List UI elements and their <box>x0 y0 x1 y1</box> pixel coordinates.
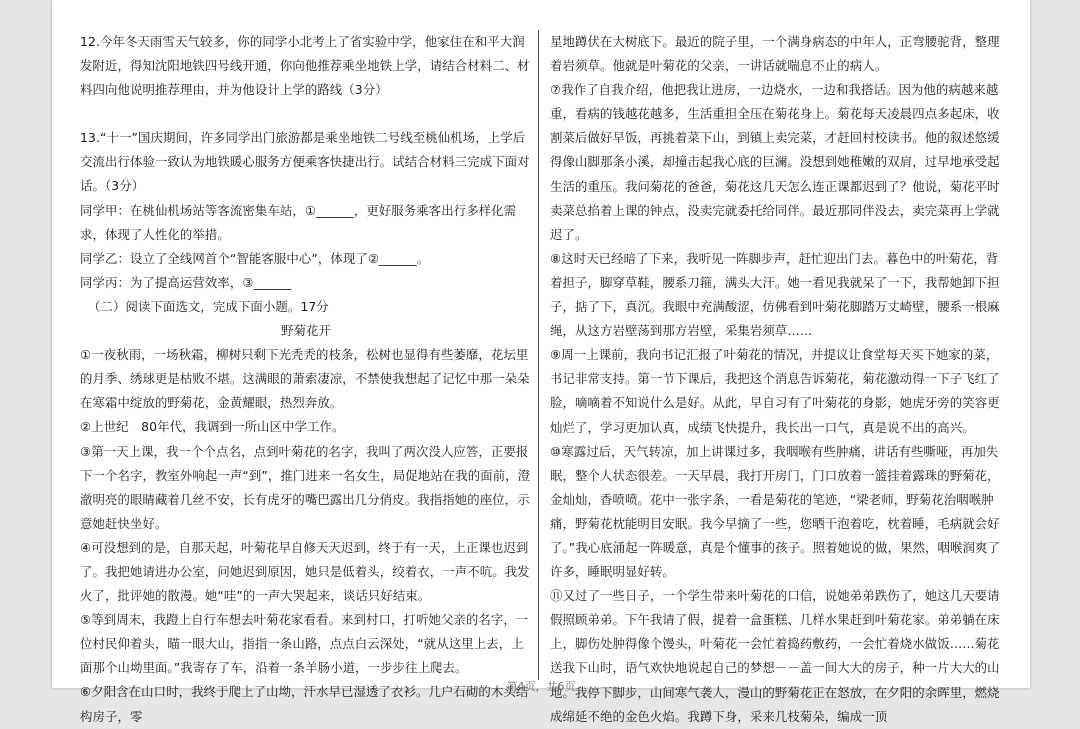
paragraph-9: ⑨周一上课前，我向书记汇报了叶菊花的情况，并提议让食堂每天买下她家的菜，书记非常支持。第一节下课后，我把这个消息告诉菊花，菊花激动得一下子飞红了脸，嘀嘀着不知说什么是好。从此，早自习有了叶菊花的身影，她虎牙旁的笑容更灿烂了，学习更加认真，成绩飞快提升，我长出一口气，真是说不出的高兴。 <box>550 347 1000 435</box>
paragraph-11: ⑪又过了一些日子，一个学生带来叶菊花的口信，说她弟弟跌伤了，她这几天要请假照顾弟弟。下午我请了假，提着一盒蛋糕、几样水果赶到叶菊花家。弟弟躺在床上，脚伤处肿得像个馒头，叶菊花一会忙着捣药敷药，一会忙着烧水做饭……菊花送我下山时，语气欢快地说起自己的梦想－－盖一间大大的房子，种一片大大的山地。我停下脚步，山间寒气袭人，漫山的野菊花正在怒放，在夕阳的余晖里，燃烧成绵延不绝的金色火焰。我蹲下身，采来几枝菊朵，编成一顶 <box>550 588 1000 724</box>
paragraph-8: ⑧这时天已经暗了下来，我听见一阵脚步声，赶忙迎出门去。暮色中的叶菊花，背着担子，脚穿草鞋，腰系刀箍，满头大汗。她一看见我就呆了一下，我帮她卸下担子，掂了下，真沉。我眼中充满酸涩，仿佛看到叶菊花脚踏万丈崎壁，腰系一根麻绳，从这方岩壁荡到那方岩壁，采集岩须草…… <box>550 250 1000 339</box>
paragraph-7: ⑦我作了自我介绍，他把我让进房，一边烧水，一边和我搭话。因为他的病越来越重，看病的钱越花越多，生活重担全压在菊花身上。菊花每天凌晨四点多起床，收割菜后做好早饭，再挑着菜下山，到镇上卖完菜，才赶回村校读书。他的叙述悠缓得像山脚那条小溪，却撞击起我心底的巨澜。没想到她稚嫩的双肩，过早地承受起生活的重压。我问菊花的爸爸，菊花这几天怎么连正课都迟到了？他说，菊花平时卖菜总掐着上课的钟点，没卖完就委托给同伴。最近那同伴没去，卖完菜再上学就迟了。 <box>550 82 1000 242</box>
dialogue-student-a: 同学甲：在桃仙机场站等客流密集车站，①______，更好服务乘客出行多样化需求，体现了人性化的举措。 <box>80 202 517 242</box>
paragraph-10: ⑩寒露过后，天气转凉，加上讲课过多，我咽喉有些肿痛，讲话有些嘶哑，再加失眠，整个人状态很差。一天早晨，我打开房门，门口放着一篮挂着露珠的野菊花，金灿灿，香喷喷。花中一张字条，一看是菊花的笔迹，“梁老师，野菊花治咽喉肿痛，野菊花枕能明目安眠。我今早摘了一些，您晒干泡着吃，枕着睡，毛病就会好了。”我心底涌起一阵暖意，真是个懂事的孩子。照着她说的做，果然，咽喉润爽了许多，睡眠明显好转。 <box>550 443 1000 580</box>
paragraph-3: ③第一天上课，我一个个点名，点到叶菊花的名字，我叫了两次没人应答，正要报下一个名字，教室外响起一声“到”，推门进来一名女生，局促地站在我的面前，澄澈明亮的眼睛藏着几丝不安，长有虎牙的嘴巴露出几分俏皮。我指指她的座位，示意她赶快坐好。 <box>80 443 531 531</box>
question-13: 13.“十一”国庆期间，许多同学出门旅游都是乘坐地铁二号线至桃仙机场，上学后交流出行体验一致认为地铁暖心服务方便乘客快捷出行。试结合材料三完成下面对话。（3分） <box>80 130 530 194</box>
paragraph-1: ①一夜秋雨，一场秋霜，柳树只剩下光秃秃的枝条，松树也显得有些萎靡，花坛里的月季、绣球更是枯败不堪。这满眼的萧索凄凉，不禁使我想起了记忆中那一朵朵在寒霜中绽放的野菊花，金黄耀眼，热烈奔放。 <box>80 347 530 411</box>
column-divider <box>538 30 539 680</box>
page-footer: 第4页，共6页 <box>506 680 576 693</box>
paragraph-6: ⑥夕阳含在山口时，我终于爬上了山坳，汗水早已湿透了衣衫。几户石砌的木头结构房子，零 <box>80 684 529 724</box>
paragraph-2: ②上世纪 80年代，我调到一所山区中学工作。 <box>80 419 345 435</box>
left-column <box>80 30 532 729</box>
paragraph-6-continued: 星地蹲伏在大树底下。最近的院子里，一个满身病态的中年人，正弯腰驼背，整理着岩须草。他就是叶菊花的父亲，一讲话就喘息不止的病人。 <box>550 34 1000 74</box>
paragraph-4: ④可没想到的是，自那天起，叶菊花早自修天天迟到，终于有一天，上正课也迟到了。我把她请进办公室，问她迟到原因，她只是低着头，绞着衣，一声不吭。我发火了，批评她的散漫。她“哇”的一声大哭起来，谈话只好结束。 <box>80 539 530 604</box>
right-column <box>550 30 1002 729</box>
question-12: 12.今年冬天雨雪天气较多，你的同学小北考上了省实验中学，他家住在和平大润发附近，得知沈阳地铁四号线开通，你向他推荐乘坐地铁上学，请结合材料二、材料四向他说明推荐理由，并为他设计上学的路线（3分） <box>80 34 530 98</box>
article-title: 野菊花开 <box>281 323 331 339</box>
paragraph-5: ⑤等到周末，我蹬上自行车想去叶菊花家看看。来到村口，打听她父亲的名字，一位村民仰着头，瞄一眼大山，指指一条山路，点点白云深处，“就从这里上去，上面那个山坳里面。”我寄存了车，沿着一条羊肠小道，一步步往上爬去。 <box>80 612 529 676</box>
dialogue-student-b: 同学乙：设立了全线网首个“智能客服中心”，体现了②______。 <box>80 250 430 266</box>
section-heading: （二）阅读下面选文，完成下面小题。17分 <box>88 298 329 314</box>
dialogue-student-c: 同学丙：为了提高运营效率，③______ <box>80 274 292 290</box>
document-page <box>52 0 1030 724</box>
